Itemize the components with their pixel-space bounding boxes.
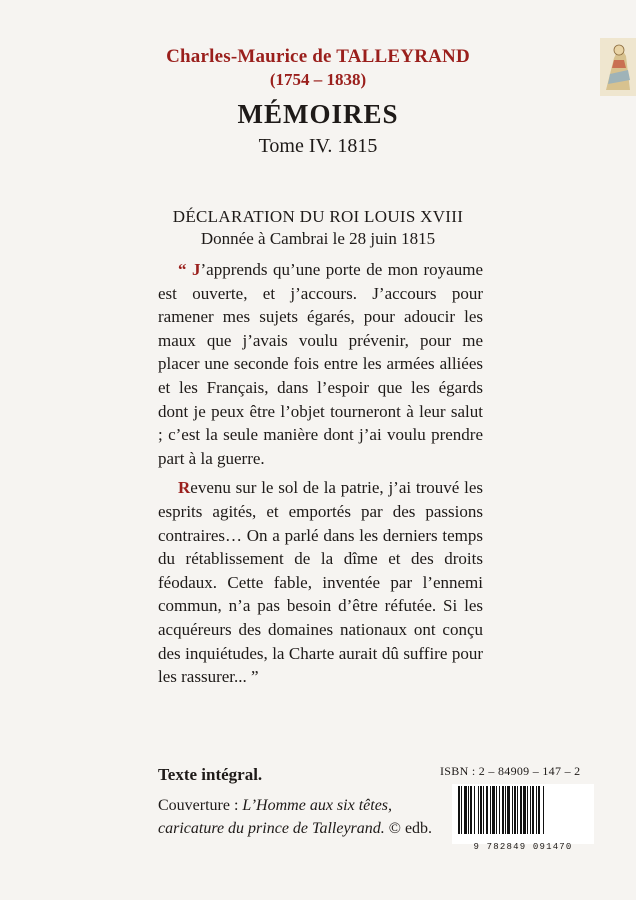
declaration-quote — [158, 258, 483, 689]
isbn-label: ISBN : 2 – 84909 – 147 – 2 — [440, 764, 581, 778]
cover-credit-line-1 — [158, 797, 392, 815]
barcode — [452, 784, 594, 844]
paragraph-2-text: evenu sur le sol de la patrie, j’ai trouvé les esprits agités, et emportés par des passions contraires… On a parlé dans les derniers temps du rétablissement de la dîme et des droits féodaux. Cette fable, inventée par l’ennemi commun, n’a pas besoin d’être réfutée. Si les acquéreurs des domaines nationaux ont conçu des inquiétudes, la Charte aurait dû suffire pour les rassurer... ” — [158, 478, 483, 687]
author-dates: (1754 – 1838) — [269, 70, 367, 89]
book-title: MÉMOIRES — [237, 99, 399, 129]
volume-label: Tome IV. 1815 — [258, 135, 378, 157]
opening-quote-mark: “ — [178, 260, 193, 279]
barcode-digits: 9 782849 091470 — [473, 842, 573, 852]
quote-paragraph-2 — [158, 476, 483, 688]
cover-caption: caricature du prince de Talleyrand. — [158, 820, 385, 837]
paragraph-2-initial: R — [178, 478, 191, 498]
cover-title: L’Homme aux six têtes, — [242, 797, 393, 814]
cover-label: Couverture : — [158, 797, 243, 814]
paragraph-1-initial: J — [192, 260, 201, 279]
cover-credit-line-2 — [158, 820, 432, 838]
declaration-subtitle: Donnée à Cambrai le 28 juin 1815 — [200, 229, 436, 248]
quote-paragraph-1 — [158, 258, 483, 470]
integral-text-note: Texte intégral. — [158, 765, 263, 784]
declaration-title: DÉCLARATION DU ROI LOUIS XVIII — [172, 207, 464, 226]
paragraph-1-text: ’apprends qu’une porte de mon royaume est ouverte, et j’accours. J’accours pour ramener mes sujets égarés, pour adoucir les maux que j’avais voulu prévenir, pour me placer une seconde fois entre les armées alliées et les Français, dans l’espoir que les égards dont je peux être l’objet tourneront à leur salut ; c’est la seule manière dont j’ai voulu prendre part à la guerre. — [158, 260, 483, 468]
author-name: Charles-Maurice de TALLEYRAND — [166, 46, 470, 67]
copyright: © edb. — [384, 820, 433, 837]
